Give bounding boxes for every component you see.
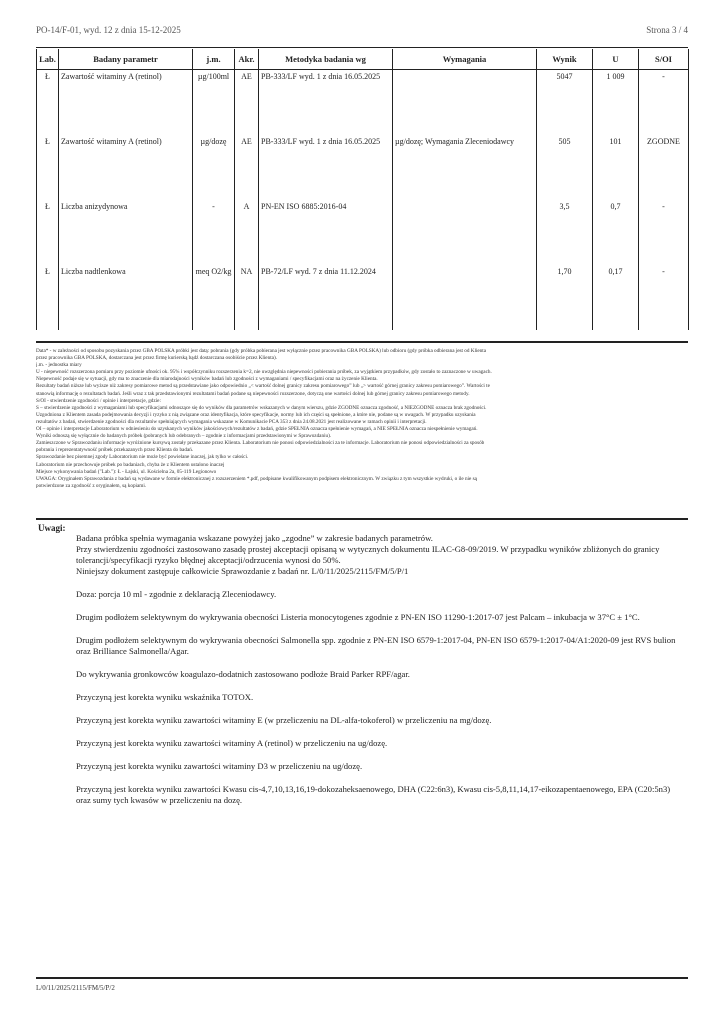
cell-result: 5047 <box>537 70 593 136</box>
cell-compliance: ZGODNE <box>639 135 689 200</box>
cell-uncertainty: 0,7 <box>593 200 639 265</box>
cell-requirements: µg/dozę; Wymagania Zleceniodawcy <box>393 135 537 200</box>
legend-line: pobrania i reprezentatywność próbek przekazanych przez Klienta do badań. <box>36 447 194 454</box>
col-header-method: Metodyka badania wg <box>259 49 393 70</box>
col-header-accreditation: Akr. <box>235 49 259 70</box>
legend-line: potwierdzone za zgodność z oryginałem, są kopiami. <box>36 482 147 489</box>
results-table <box>36 49 689 330</box>
table-row <box>37 200 689 265</box>
legend-line: Data* - w zależności od sposobu pozyskania przez GBA POLSKA próbki jest datą: pobrania (gdy próbka pobierana jest wyłącznie przez pracownika GBA POLSKA) lub odbioru (gdy próbka odbierana jest od Klienta <box>36 348 487 354</box>
cell-unit: - <box>193 200 235 265</box>
col-header-lab: Lab. <box>37 49 59 70</box>
remarks-paragraph: Badana próbka spełnia wymagania wskazane powyżej jako „zgodne” w zakresie badanych parametrów. <box>76 533 433 543</box>
remarks-paragraph: Przyczyną jest korekta wyniku zawartości witaminy A (retinol) w przeliczeniu na ug/dozę. <box>76 738 388 748</box>
document-number: L/0/11/2025/2115/FM/5/P/2 <box>36 984 115 992</box>
cell-parameter: Zawartość witaminy A (retinol) <box>59 70 193 136</box>
table-top-rule <box>36 47 688 48</box>
cell-method: PN-EN ISO 6885:2016-04 <box>259 200 393 265</box>
remarks-paragraph: Drugim podłożem selektywnym do wykrywania obecności Salmonella spp. zgodnie z PN-EN ISO 6579-1:2017-04, PN-EN ISO 6579-1:2017-04/A1:2020-09 jest RVS bulion oraz Brilliance Salmonella/Agar. <box>76 635 676 656</box>
cell-accreditation: A <box>235 200 259 265</box>
legend-line: Wyniki odnoszą się wyłącznie do badanych próbek (pobranych lub odebranych – zgodnie z informacjami przedstawionymi w Sprawozdaniu). <box>36 433 332 440</box>
cell-parameter: Zawartość witaminy A (retinol) <box>59 135 193 200</box>
cell-accreditation: AE <box>235 135 259 200</box>
cell-compliance: - <box>639 265 689 330</box>
col-header-requirements: Wymagania <box>393 49 537 70</box>
legend-line: Miejsce wykonywania badań ("Lab."): Ł - Łajski, ul. Kościelna 2a, 05-119 Legionowo <box>36 468 217 475</box>
cell-result: 505 <box>537 135 593 200</box>
remarks-paragraph: Przyczyną jest korekta wyniku zawartości Kwasu cis-4,7,10,13,16,19-dokozaheksaenowego, DHA (C22:6n3), Kwasu cis-5,8,11,14,17-eikozapentaenowego, EPA (C20:5n3) oraz sumy tych kwasów w przeliczeniu na dozę. <box>76 784 671 805</box>
cell-parameter: Liczba nadtlenkowa <box>59 265 193 330</box>
legend-line: Niepewność podaje się w sytuacji, gdy ma to znaczenie dla miarodajności wyników badań lub zgodności z wymaganiami / specyfikacjami oraz na życzenie Klienta. <box>36 376 378 383</box>
remarks-title: Uwagi: <box>38 523 66 533</box>
legend-line: Uzgodniona z Klientem zasada podejmowania decyzji i ryzyko z nią związane oraz identyfikacja, które specyfikacje, normy lub ich części są spełnione, a które nie, podane są w uwagach. W przypadku uzyskania <box>36 411 476 418</box>
table-header-row <box>37 49 689 70</box>
cell-accreditation: NA <box>235 265 259 330</box>
col-header-result: Wynik <box>537 49 593 70</box>
legend-line: przez pracownika GBA POLSKA, dostarczana jest przez firmę kurierską bądź dostarczana osobiście przez Klienta). <box>36 355 277 362</box>
remarks-top-rule <box>36 518 688 520</box>
remarks-paragraph: Przyczyną jest korekta wyniku zawartości witaminy E (w przeliczeniu na DL-alfa-tokoferol) w przeliczeniu na mg/dozę. <box>76 715 492 725</box>
col-header-parameter: Badany parametr <box>59 49 193 70</box>
legend-line: UWAGA: Oryginałem Sprawozdania z badań są wydawane w formie elektronicznej z rozszerzeniem *.pdf, podpisane kwalifikowanym podpisem elektronicznym. W związku z tym wszystkie wydruki, o ile nie są <box>36 475 477 482</box>
cell-compliance: - <box>639 200 689 265</box>
table-row <box>37 265 689 330</box>
cell-accreditation: AE <box>235 70 259 136</box>
remarks-paragraph: Przyczyną jest korekta wyniku wskaźnika TOTOX. <box>76 692 254 702</box>
table-row <box>37 70 689 136</box>
legend-line: OI – opinie i interpretacje Laboratorium w odniesieniu do uzyskanych wyników jakościowych/rezultatów z badań, gdzie SPEŁNIA oznacza spełnienie wymagań, a NIE SPEŁNIA oznacza niespełnienie wymagań. <box>36 426 478 433</box>
col-header-compliance: S/OI <box>639 49 689 70</box>
legend-line: rezultatów z badań, stwierdzenie zgodności dla rezultatów spełniających wymagania wskazane w Komunikacie PCA 353 z dnia 24.08.2021 jest realizowane w ramach opinii i interpretacji. <box>36 418 427 425</box>
cell-method: PB-72/LF wyd. 7 z dnia 11.12.2024 <box>259 265 393 330</box>
cell-requirements <box>393 70 537 136</box>
legend-line: S/OI - stwierdzenie zgodności / opinie i interpretacje, gdzie: <box>36 397 161 404</box>
legend-line: Laboratorium nie przechowuje próbek po badaniach, chyba że z Klientem ustalono inaczej <box>36 461 225 468</box>
cell-requirements <box>393 265 537 330</box>
document-form-id: PO-14/F-01, wyd. 12 z dnia 15-12-2025 <box>36 25 181 35</box>
remarks-block <box>76 533 676 818</box>
col-header-uncertainty: U <box>593 49 639 70</box>
remarks-paragraph: Przyczyną jest korekta wyniku zawartości witaminy D3 w przeliczeniu na ug/dozę. <box>76 761 363 771</box>
cell-lab: Ł <box>37 135 59 200</box>
cell-compliance: - <box>639 70 689 136</box>
remarks-paragraph: Doza: porcja 10 ml - zgodnie z deklaracją Zleceniodawcy. <box>76 589 277 599</box>
legend-line: Rezultaty badań niższe lub wyższe niż zakresy pomiarowe metod są przedstawiane jako odpowiednio „< wartość dolnej granicy zakresu pomiarowego” lub „> wartość górnej granicy zakresu pomiarowego”. Wartości te <box>36 383 490 390</box>
legend-line: Sprawozdanie bez pisemnej zgody Laboratorium nie może być powielane inaczej, jak tylko w całości. <box>36 454 249 461</box>
cell-result: 1,70 <box>537 265 593 330</box>
cell-parameter: Liczba anizydynowa <box>59 200 193 265</box>
cell-result: 3,5 <box>537 200 593 265</box>
legend-line: U - niepewność rozszerzona pomiaru przy poziomie ufności ok. 95% i współczynniku rozszerzenia k=2, nie uwzględnia niepewności pobierania próbek, za wyjątkiem przypadków, gdy zostało to zaznaczone w uwagach. <box>36 369 492 376</box>
table-bottom-rule <box>36 341 688 343</box>
remarks-paragraph: Przy stwierdzeniu zgodności zastosowano zasadę prostej akceptacji opisaną w wytycznych dokumentu ILAC-G8-09/2019. W przypadku wyników zbliżonych do granicy tolerancji/specyfikacji ryzyko błędnej akceptacji/odrzucenia wynosi do 50%. <box>76 544 660 565</box>
table-row <box>37 135 689 200</box>
footer-rule <box>36 977 688 979</box>
legend-line: stanowią informację o rezultatach badań. Jeśli wraz z tak przedstawionymi rezultatami badań podane są niepewności rozszerzone, dotyczą one wartości dolnej lub górnej granicy zakresu pomiarowego metody. <box>36 390 470 397</box>
remarks-paragraph: Niniejszy dokument zastępuje całkowicie Sprawozdanie z badań nr. L/0/11/2025/2115/FM/5/P/1 <box>76 566 409 576</box>
cell-uncertainty: 1 009 <box>593 70 639 136</box>
cell-requirements <box>393 200 537 265</box>
remarks-paragraph: Drugim podłożem selektywnym do wykrywania obecności Listeria monocytogenes zgodnie z PN-EN ISO 11290-1:2017-07 jest Palcam – inkubacja w 37°C ± 1°C. <box>76 612 640 622</box>
page-number: Strona 3 / 4 <box>646 25 688 35</box>
cell-unit: µg/100ml <box>193 70 235 136</box>
cell-method: PB-333/LF wyd. 1 z dnia 16.05.2025 <box>259 70 393 136</box>
cell-unit: µg/dozę <box>193 135 235 200</box>
remarks-paragraph: Do wykrywania gronkowców koagulazo-dodatnich zastosowano podłoże Braid Parker RPF/agar. <box>76 669 410 679</box>
cell-uncertainty: 101 <box>593 135 639 200</box>
legend-line: Zamieszczone w Sprawozdaniu informacje wyróżnione kursywą zostały przekazane przez Klienta. Laboratorium nie ponosi odpowiedzialności za te informacje. Laboratorium nie ponosi odpowiedzialności za sposób <box>36 440 485 447</box>
legend-block <box>36 348 688 490</box>
legend-line: S – stwierdzenie zgodności z wymaganiami lub specyfikacjami odnoszące się do wyników dla parametrów wskazanych w danym wierszu, gdzie ZGODNE oznacza zgodność, a NIEZGODNE oznacza brak zgodności. <box>36 404 487 411</box>
cell-uncertainty: 0,17 <box>593 265 639 330</box>
cell-method: PB-333/LF wyd. 1 z dnia 16.05.2025 <box>259 135 393 200</box>
col-header-unit: j.m. <box>193 49 235 70</box>
legend-line: j.m. - jednostka miary <box>36 362 82 369</box>
cell-lab: Ł <box>37 70 59 136</box>
cell-lab: Ł <box>37 265 59 330</box>
cell-lab: Ł <box>37 200 59 265</box>
cell-unit: meq O2/kg <box>193 265 235 330</box>
